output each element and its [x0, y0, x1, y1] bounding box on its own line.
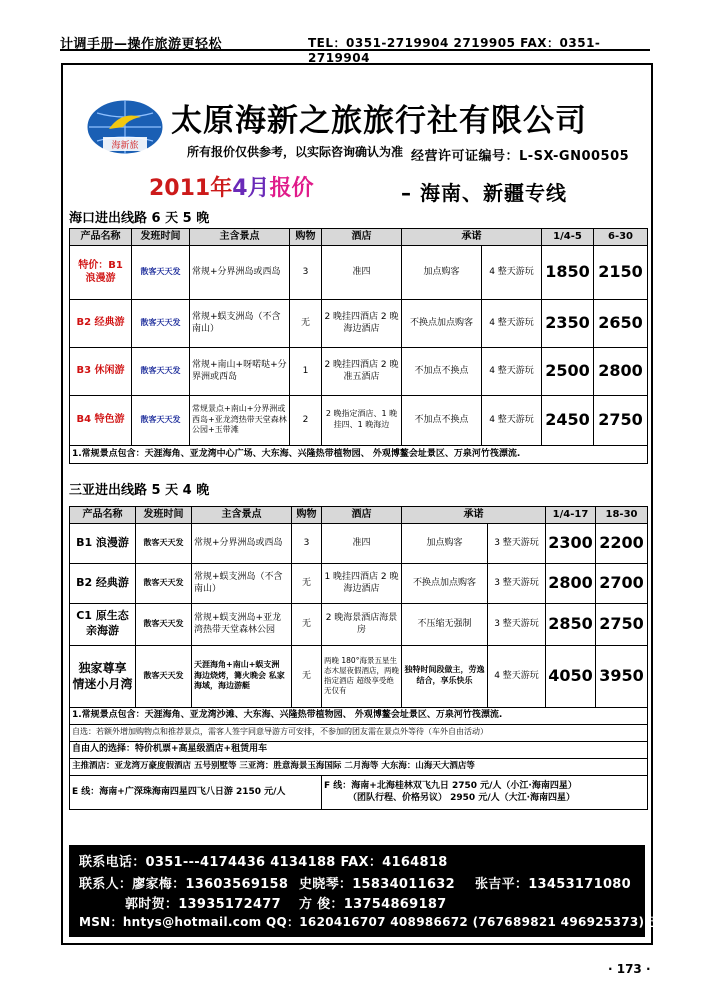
hotel-note: 主推酒店：亚龙湾万豪度假酒店 五号别墅等 三亚湾：胜意海景玉海国际 二月海等 大东海：山海天大酒店等 [70, 758, 648, 775]
col-header: 18-30 [596, 507, 648, 524]
contact-person-4: 郭时贺：13935172477 [125, 897, 281, 912]
col-header: 承诺 [402, 229, 542, 246]
product-name: C1 原生态亲海游 [70, 603, 136, 645]
spots: 常规景点+南山+分界洲或西岛+亚龙湾热带天堂森林公园+玉带滩 [190, 395, 290, 445]
spots: 常规+蜈支洲岛（不含南山） [190, 299, 290, 347]
price: 2150 [594, 245, 648, 299]
shopping: 无 [290, 299, 322, 347]
hotel: 2 晚挂四酒店 2 晚海边酒店 [322, 299, 402, 347]
col-header: 承诺 [402, 507, 546, 524]
shopping: 无 [292, 563, 322, 603]
col-header: 产品名称 [70, 229, 132, 246]
company-logo-icon [83, 97, 167, 159]
product-name: 特价：B1 浪漫游 [70, 245, 132, 299]
days: 3 整天游玩 [488, 603, 546, 645]
col-header: 购物 [292, 507, 322, 524]
days: 4 整天游玩 [482, 395, 542, 445]
report-title [149, 171, 314, 202]
col-header: 主含景点 [192, 507, 292, 524]
col-header: 1/4-5 [542, 229, 594, 246]
promise: 加点购客 [402, 523, 488, 563]
col-header: 1/4-17 [546, 507, 596, 524]
contact-person-1: 联系人：廖家梅：13603569158 [79, 877, 289, 892]
schedule: 散客天天发 [132, 395, 190, 445]
phone-line: TEL：0351-2719904 2719905 FAX：0351-2719904 [308, 36, 601, 65]
table-row [70, 603, 648, 645]
hotel: 2 晚挂四酒店 2 晚准五酒店 [322, 347, 402, 395]
col-header: 主含景点 [190, 229, 290, 246]
table-row [70, 245, 648, 299]
section2-header-row [70, 507, 648, 524]
contact-person-3: 张吉平：13453171080 [475, 877, 631, 892]
hotel: 2 晚海景酒店海景房 [322, 603, 402, 645]
price: 2800 [594, 347, 648, 395]
table-row [70, 299, 648, 347]
product-name: B4 特色游 [70, 395, 132, 445]
promise: 不压缩无强制 [402, 603, 488, 645]
promise: 独特时间段做主，劳逸结合，享乐快乐 [402, 645, 488, 707]
section2-table [69, 506, 648, 810]
table-row [70, 563, 648, 603]
section2-note: 1.常规景点包含：天涯海角、亚龙湾沙滩、大东海、兴隆热带植物园、 外观博鳌会址景区、万泉河竹筏漂流. [70, 707, 648, 724]
col-header: 酒店 [322, 229, 402, 246]
price: 2750 [596, 603, 648, 645]
price: 2200 [596, 523, 648, 563]
days: 4 整天游玩 [482, 299, 542, 347]
schedule: 散客天天发 [136, 645, 192, 707]
spots: 常规+南山+呀喏哒+分界洲或西岛 [190, 347, 290, 395]
note-row [70, 707, 648, 724]
specialty-title: – 海南、新疆专线 [401, 181, 567, 205]
shopping: 3 [290, 245, 322, 299]
section1-note: 1.常规景点包含：天涯海角、亚龙湾中心广场、大东海、兴隆热带植物园、 外观博鳌会址景区、万泉河竹筏漂流. [70, 445, 648, 463]
contact-person-5: 方 俊：13754869187 [299, 897, 447, 912]
section1-header-row [70, 229, 648, 246]
svg-text:海新旅: 海新旅 [111, 141, 139, 151]
price: 2750 [594, 395, 648, 445]
note-row [70, 758, 648, 775]
route-e-note: E 线：海南+广深珠海南四星四飞八日游 2150 元/人 [70, 775, 322, 809]
product-name: B2 经典游 [70, 563, 136, 603]
route-f-note2: （团队行程、价格另议） 2950 元/人（大江·海南四星） [348, 793, 576, 803]
page-number: · 173 · [608, 962, 651, 976]
price: 2850 [546, 603, 596, 645]
promise: 不加点不换点 [402, 395, 482, 445]
section2-title: 三亚进出线路 5 天 4 晚 [69, 483, 210, 498]
col-header: 发班时间 [132, 229, 190, 246]
col-header: 酒店 [322, 507, 402, 524]
hotel: 准四 [322, 523, 402, 563]
schedule: 散客天天发 [132, 245, 190, 299]
tagline: 计调手册—操作旅游更轻松 [60, 37, 223, 52]
days: 4 整天游玩 [482, 245, 542, 299]
shopping: 无 [292, 645, 322, 707]
price: 3950 [596, 645, 648, 707]
price: 2500 [542, 347, 594, 395]
spots: 常规+分界洲岛或西岛 [192, 523, 292, 563]
schedule: 散客天天发 [136, 523, 192, 563]
contact-msn: MSN：hntys@hotmail.com QQ：1620416707 408986672 (767689821 496925373)已满 [79, 915, 669, 929]
product-name: B1 浪漫游 [70, 523, 136, 563]
price: 4050 [546, 645, 596, 707]
promise: 不换点加点购客 [402, 563, 488, 603]
spots: 常规+蜈支洲岛（不含南山） [192, 563, 292, 603]
note-row [70, 775, 648, 809]
shopping: 无 [292, 603, 322, 645]
price: 2700 [596, 563, 648, 603]
days: 4 整天游玩 [488, 645, 546, 707]
top-bar [60, 33, 650, 65]
spots: 常规+蜈支洲岛+亚龙湾热带天堂森林公园 [192, 603, 292, 645]
content-frame [61, 63, 669, 945]
hotel: 1 晚挂四酒店 2 晚海边酒店 [322, 563, 402, 603]
promise: 不换点加点购客 [402, 299, 482, 347]
schedule: 散客天天发 [136, 603, 192, 645]
price: 2350 [542, 299, 594, 347]
product-name: 独家尊享 情迷小月湾 [70, 645, 136, 707]
table-row [70, 347, 648, 395]
report-year: 2011年 [149, 176, 233, 201]
shopping: 2 [290, 395, 322, 445]
col-header: 产品名称 [70, 507, 136, 524]
product-name: B3 休闲游 [70, 347, 132, 395]
note-row [70, 724, 648, 741]
schedule: 散客天天发 [132, 299, 190, 347]
hotel: 两晚 180°海景五星生态木屋夜假酒店，两晚指定酒店 超级享受绝无仅有 [322, 645, 402, 707]
spots: 常规+分界洲岛或西岛 [190, 245, 290, 299]
price: 2450 [542, 395, 594, 445]
price: 1850 [542, 245, 594, 299]
route-f-cell [322, 775, 648, 809]
company-name: 太原海新之旅旅行社有限公司 [171, 103, 587, 139]
schedule: 散客天天发 [136, 563, 192, 603]
schedule: 散客天天发 [132, 347, 190, 395]
days: 4 整天游玩 [482, 347, 542, 395]
table-row [70, 523, 648, 563]
license-number: 经营许可证编号：L-SX-GN00505 [411, 149, 630, 164]
price: 2800 [546, 563, 596, 603]
col-header: 购物 [290, 229, 322, 246]
report-word: 报价 [269, 176, 314, 201]
days: 3 整天游玩 [488, 523, 546, 563]
promise: 加点购客 [402, 245, 482, 299]
hotel: 准四 [322, 245, 402, 299]
contact-person-2: 史晓琴：15834011632 [299, 877, 455, 892]
contact-block [69, 845, 669, 937]
shopping: 3 [292, 523, 322, 563]
optional-note: 自选：若额外增加购物点和推荐景点，需客人签字同意导游方可安排，不参加的团友需在景点外等待（车外自由活动） [70, 724, 648, 741]
col-header: 发班时间 [136, 507, 192, 524]
disclaimer: 所有报价仅供参考，以实际咨询确认为准 [187, 145, 404, 159]
contact-phone: 联系电话：0351---4174436 4134188 FAX：4164818 [79, 855, 448, 870]
price: 2300 [546, 523, 596, 563]
hotel: 2 晚指定酒店、1 晚挂四、1 晚海边 [322, 395, 402, 445]
section1-note-row [70, 445, 648, 463]
spots: 天涯海角+南山+蜈支洲 海边烧烤，篝火晚会 私家海域，海边游艇 [192, 645, 292, 707]
route-f-note: F 线：海南+北海桂林双飞九日 2750 元/人（小江·海南四星） [324, 780, 577, 791]
price: 2650 [594, 299, 648, 347]
report-month: 4月 [232, 176, 270, 201]
promise: 不加点不换点 [402, 347, 482, 395]
shopping: 1 [290, 347, 322, 395]
col-header: 6-30 [594, 229, 648, 246]
days: 3 整天游玩 [488, 563, 546, 603]
product-name: B2 经典游 [70, 299, 132, 347]
table-row [70, 645, 648, 707]
table-row [70, 395, 648, 445]
section1-title: 海口进出线路 6 天 5 晚 [69, 211, 210, 226]
note-row [70, 741, 648, 758]
section1-table [69, 228, 648, 464]
free-traveler-note: 自由人的选择：特价机票+高星级酒店+租赁用车 [70, 741, 648, 758]
